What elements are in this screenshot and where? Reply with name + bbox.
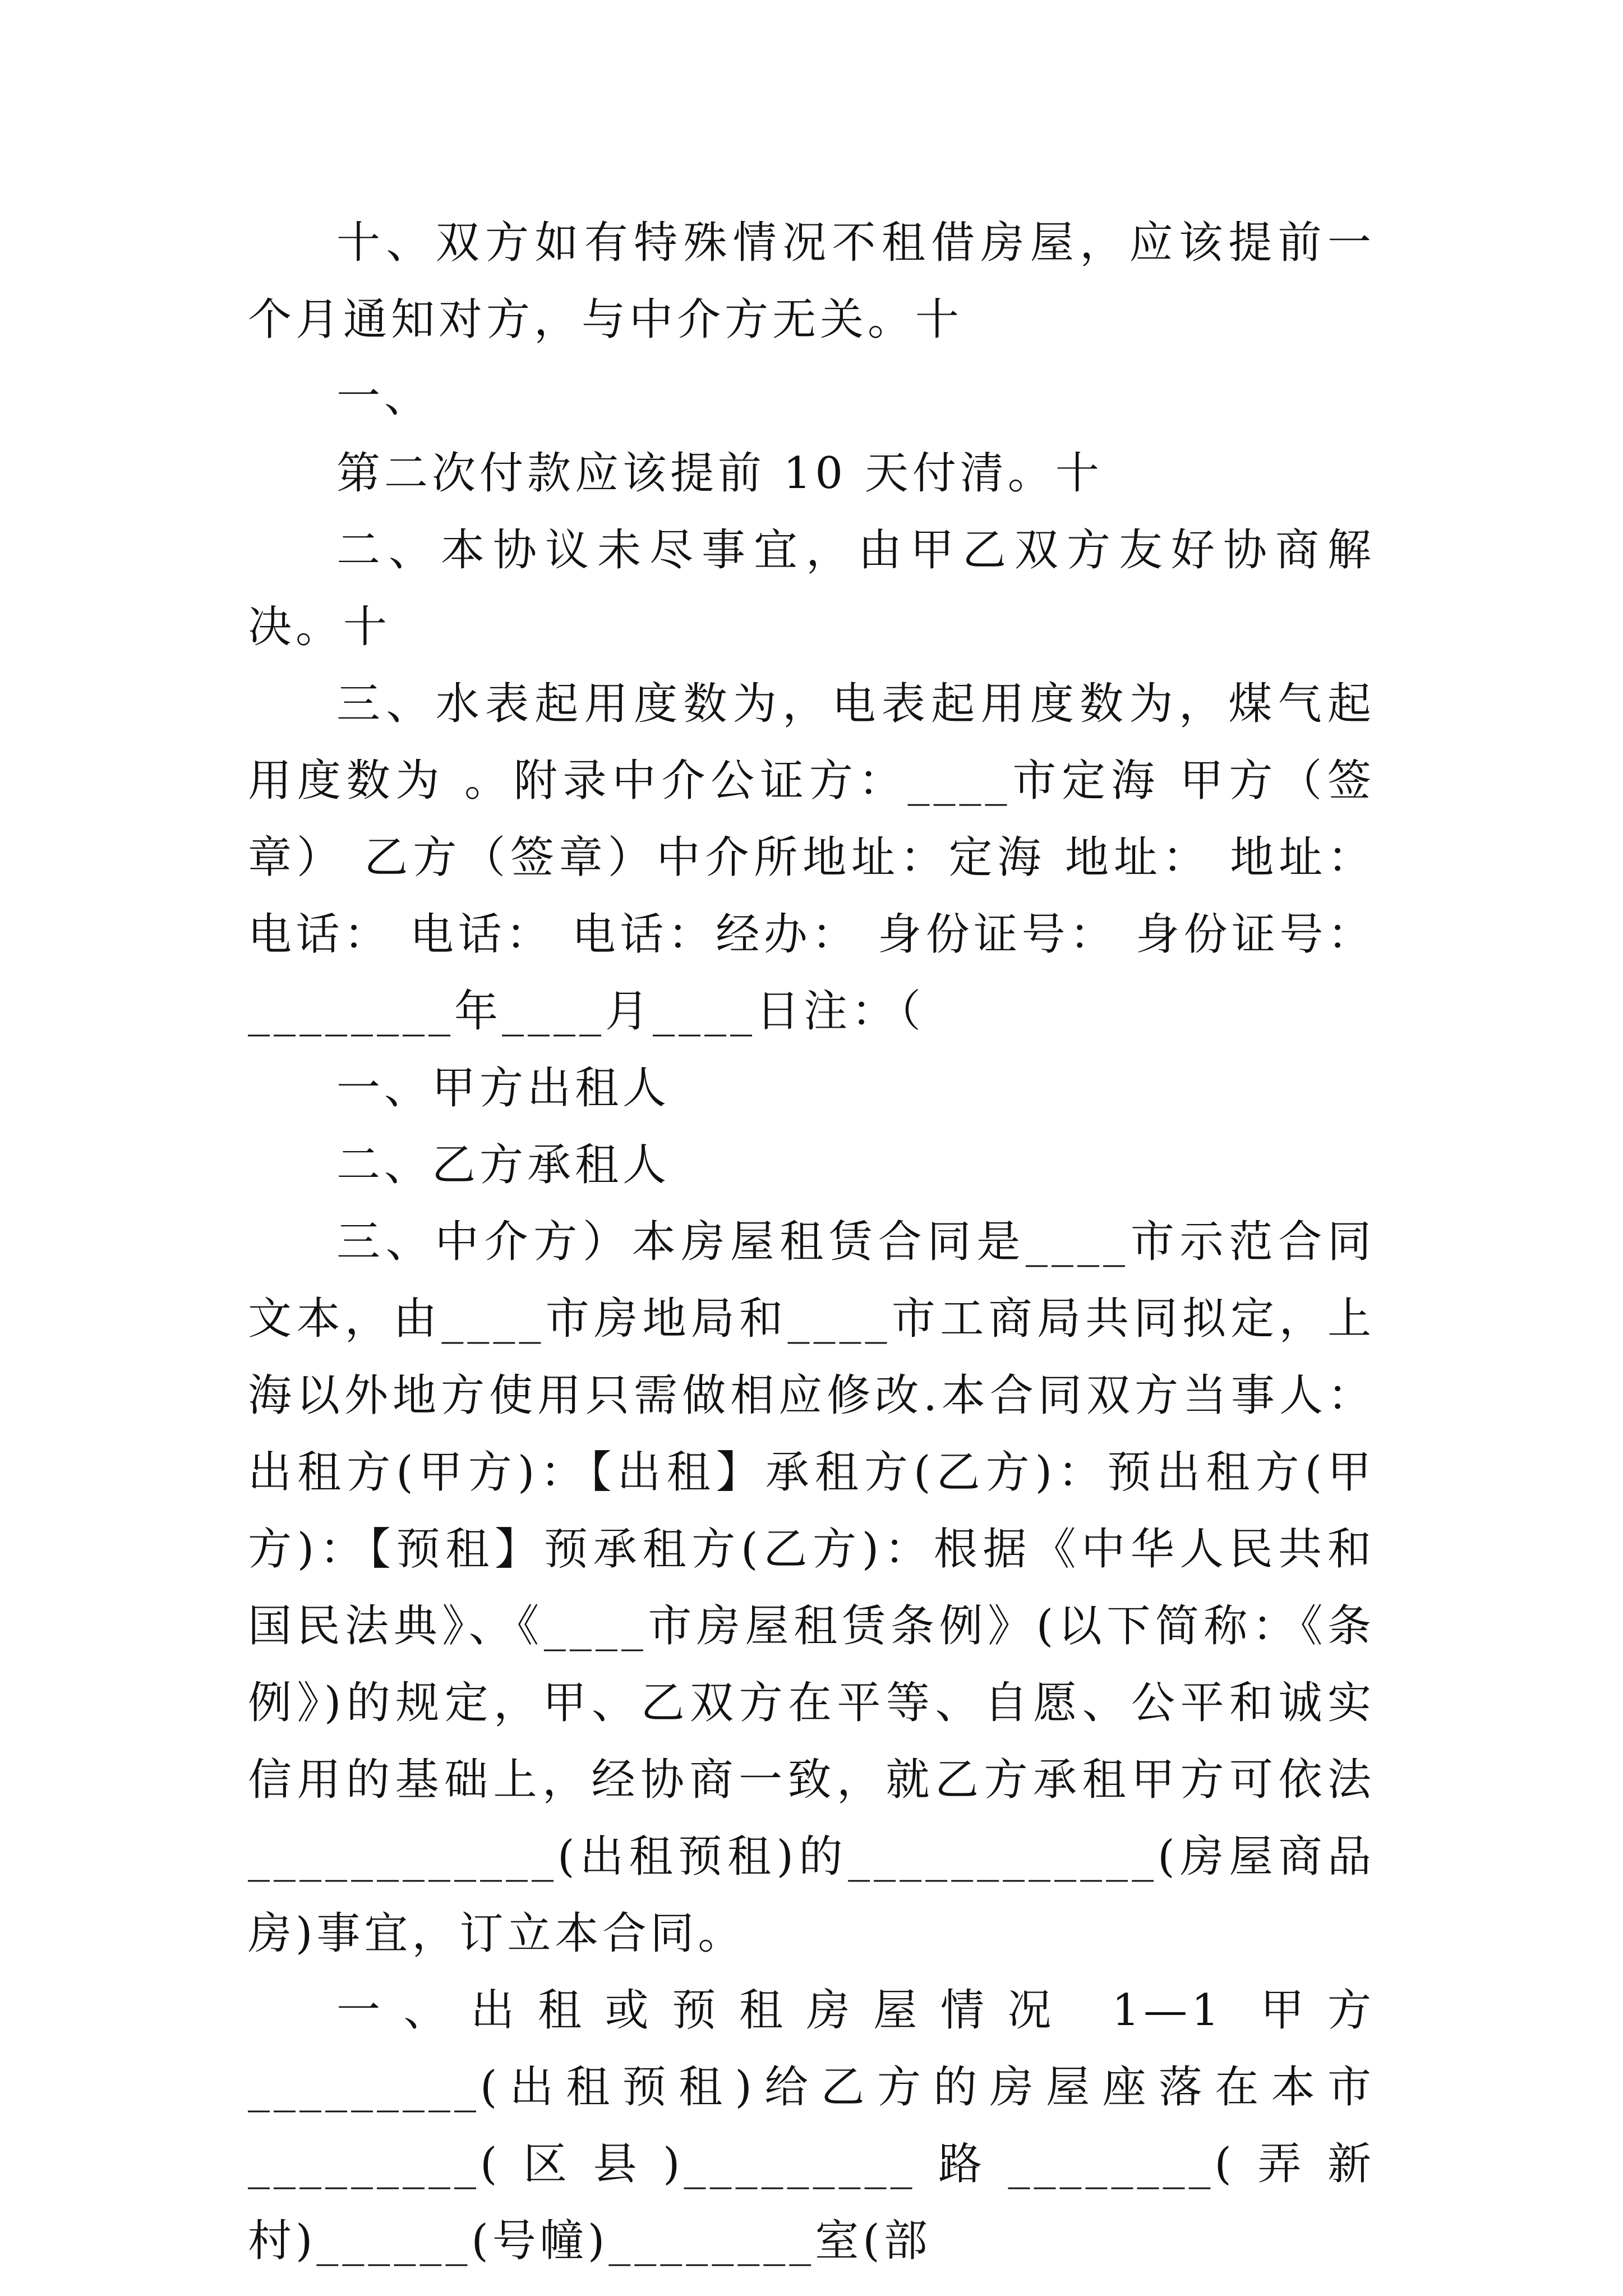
paragraph-lessee: 二、乙方承租人 bbox=[336, 1140, 671, 1190]
paragraph-clause-13: 三、水表起用度数为，电表起用度数为，煤气起用度数为 。附录中介公证方：____市定海 甲方（签章） 乙方（签章）中介所地址：定海 地址： 地址：电话： 电话： 电话：经办： 身份证号： 身份证号：________年____月____日注：（ bbox=[248, 679, 1375, 1037]
paragraph-intermediary-intro: 三、中介方）本房屋租赁合同是____市示范合同文本，由____市房地局和____市工商局共同拟定，上海以外地方使用只需做相应修改.本合同双方当事人：出租方(甲方)：【出租】承租方(乙方)：预出租方(甲方)：【预租】预承租方(乙方)：根据《中华人民共和国民法典》、《____市房屋租赁条例》(以下简称：《条例》)的规定，甲、乙双方在平等、自愿、公平和诚实信用的基础上，经协商一致，就乙方承租甲方可依法____________(出租预租)的____________(房屋商品房)事宜，订立本合同。 bbox=[248, 1217, 1375, 1959]
paragraph-property-info: 一、出租或预租房屋情况 1—1 甲方_________(出租预租)给乙方的房屋座落在本市_________(区县)_________路________(弄新村)______(号幢)________室(部 bbox=[248, 1985, 1375, 2266]
paragraph-lessor: 一、甲方出租人 bbox=[336, 1063, 671, 1114]
paragraph-clause-12: 二、本协议未尽事宜，由甲乙双方友好协商解决。十 bbox=[248, 525, 1375, 652]
paragraph-clause-11: 第二次付款应该提前 10 天付清。十 bbox=[336, 448, 1103, 499]
paragraph-clause-10: 十、双方如有特殊情况不租借房屋，应该提前一个月通知对方，与中介方无关。十 bbox=[248, 218, 1375, 345]
document-body bbox=[248, 205, 1375, 2280]
paragraph-clause-11-heading: 一、 bbox=[336, 371, 432, 422]
